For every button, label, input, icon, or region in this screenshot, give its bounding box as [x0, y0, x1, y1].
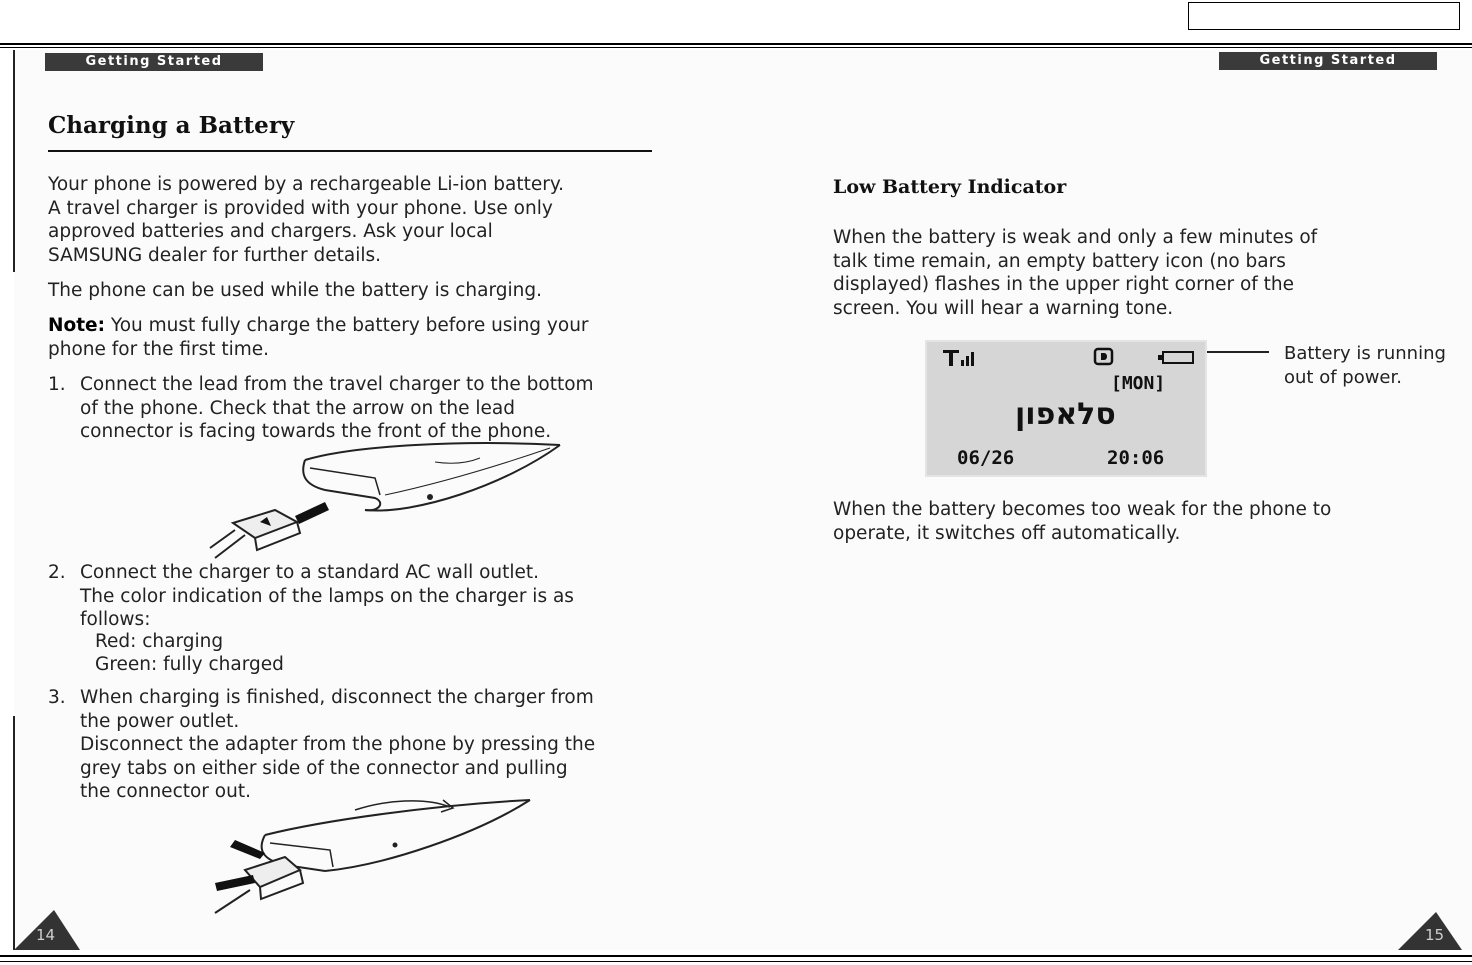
signal-icon — [943, 348, 981, 368]
section-subtitle: Low Battery Indicator — [833, 176, 1067, 198]
top-rule-thin — [0, 47, 1472, 48]
usage-paragraph: The phone can be used while the battery is charging. — [48, 280, 542, 301]
auto-off-paragraph: When the battery becomes too weak for the phone to operate, it switches off automatically. — [833, 499, 1332, 544]
step-1-number: 1. — [48, 374, 66, 395]
step-2-number: 2. — [48, 562, 66, 583]
section-tab-right: Getting Started — [1219, 52, 1437, 70]
callout-line — [1207, 351, 1269, 353]
step-3-number: 3. — [48, 687, 66, 708]
battery-callout: Battery is running out of power. — [1284, 343, 1446, 388]
note-paragraph — [48, 314, 589, 361]
step-2-text: Connect the charger to a standard AC wall outlet. The color indication of the lamps on the charger is as follows: — [80, 562, 574, 630]
intro-paragraph: Your phone is powered by a rechargeable Li-ion battery. A travel charger is provided with your phone. Use only approved batteries and chargers. Ask your local SAMSUNG dealer for further details. — [48, 174, 565, 266]
phone-screen — [925, 340, 1207, 477]
page-number-right: 15 — [1425, 926, 1445, 944]
lamp-green: Green: fully charged — [95, 654, 284, 675]
top-rule — [0, 43, 1472, 45]
screen-operator: סלאפון — [1015, 397, 1116, 432]
note-label: Note: — [48, 315, 105, 336]
step-3-text: When charging is finished, disconnect the charger from the power outlet. Disconnect the adapter from the phone by pressing the grey tabs on either side of the connector and pulling the connector out. — [80, 687, 596, 802]
charger-connect-illustration — [205, 440, 575, 565]
page-title: Charging a Battery — [48, 112, 295, 139]
low-battery-paragraph: When the battery is weak and only a few minutes of talk time remain, an empty battery icon (no bars displayed) flashes in the upper right corner of the screen. You will hear a warning tone. — [833, 227, 1318, 319]
bottom-rule-thin — [0, 961, 1472, 962]
screen-time: 20:06 — [1107, 447, 1165, 469]
charger-disconnect-illustration — [205, 795, 545, 915]
section-tab-left: Getting Started — [45, 53, 263, 71]
screen-date: 06/26 — [957, 447, 1015, 469]
page-number-left: 14 — [36, 926, 56, 944]
step-1-text: Connect the lead from the travel charger to the bottom of the phone. Check that the arrow on the lead connector is facing towards the front of the phone. — [80, 374, 594, 442]
note-text: You must fully charge the battery before using your phone for the first time. — [48, 315, 589, 360]
data-icon — [1093, 347, 1115, 367]
lamp-red: Red: charging — [95, 631, 224, 652]
empty-battery-icon — [1157, 350, 1197, 366]
page-edge — [13, 50, 15, 272]
title-rule — [48, 150, 652, 152]
screen-day: [MON] — [1111, 373, 1166, 394]
bottom-rule — [0, 955, 1472, 957]
header-box — [1188, 2, 1460, 30]
